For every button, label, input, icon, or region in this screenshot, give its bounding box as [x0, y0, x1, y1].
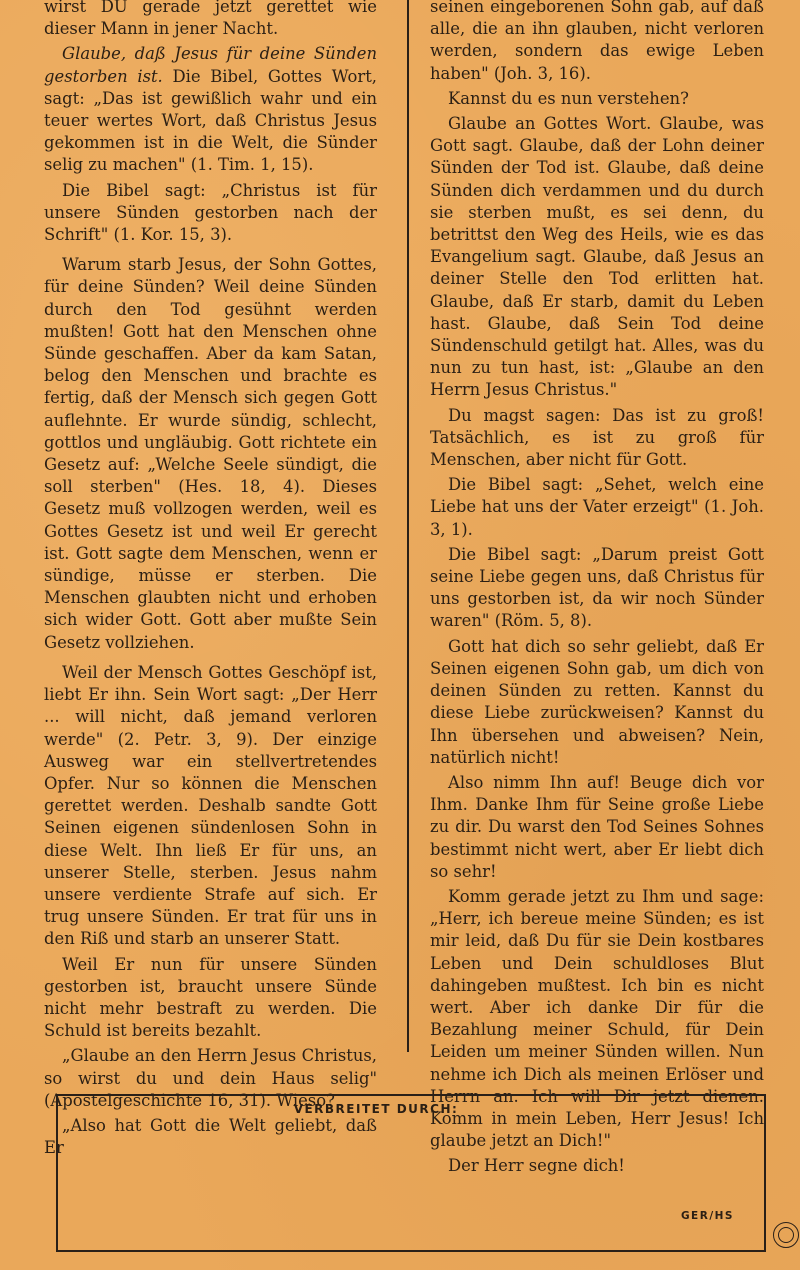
paragraph: wirst DU gerade jetzt gerettet wie dieser Mann in jener Nacht.	[44, 0, 377, 39]
paragraph: Warum starb Jesus, der Sohn Gottes, für deine Sünden? Weil deine Sünden durch den Tod gesühnt werden mußten! Gott hat den Menschen ohne Sünde geschaffen. Aber da kam Satan, belog den Menschen und brachte es fertig, daß der Mensch sich gegen Gott auflehnte. Er wurde sündig, schlecht, gottlos und ungläubig. Gott richtete ein Gesetz auf: „Welche Seele sündigt, die soll sterben" (Hes. 18, 4). Dieses Gesetz muß vollzogen werden, weil es Gottes Gesetz ist und weil Er gerecht ist. Gott sagte dem Menschen, wenn er sündige, müsse er sterben. Die Menschen glaubten nicht und erhoben sich wider Gott. Gott aber mußte Sein Gesetz vollziehen.	[44, 255, 377, 652]
paragraph-text: Die Bibel, Gottes Wort, sagt: „Das ist gewißlich wahr und ein teuer wertes Wort, daß Christus Jesus gekommen ist in die Welt, die Sünder selig zu machen" (1. Tim. 1, 15).	[44, 66, 377, 175]
paragraph: Der Herr segne dich!	[448, 1156, 625, 1176]
paragraph: seinen eingeborenen Sohn gab, auf daß alle, die an ihn glauben, nicht verloren werden, sondern das ewige Leben haben" (Joh. 3, 16).	[430, 0, 764, 83]
stamp-title: VERBREITET DURCH:	[293, 1102, 459, 1116]
column-divider	[407, 0, 409, 1052]
paragraph: „Also hat Gott die Welt geliebt, daß Er	[44, 1115, 377, 1158]
italic-heading: Glaube, daß Jesus für deine Sünden gestorben ist.	[44, 44, 377, 86]
paragraph: Weil der Mensch Gottes Geschöpf ist, liebt Er ihn. Sein Wort sagt: „Der Herr ... will nicht, daß jemand verloren werde" (2. Petr. 3, 9). Der einzige Ausweg war ein stellvertretendes Opfer. Nur so können die Menschen gerettet werden. Deshalb sandte Gott Seinen eigenen sündenlosen Sohn in diese Welt. Ihn ließ Er für uns, an unserer Stelle, sterben. Jesus nahm unsere verdiente Strafe auf sich. Er trug unsere Sünden. Er trat für uns in den Riß und starb an unserer Statt.	[44, 662, 377, 949]
paragraph	[44, 43, 377, 176]
paragraph: „Glaube an den Herrn Jesus Christus, so wirst du und dein Haus selig" (Apostelgeschichte 16, 31). Wieso?	[44, 1046, 377, 1110]
paragraph: Die Bibel sagt: „Sehet, welch eine Liebe hat uns der Vater erzeigt" (1. Joh. 3, 1).	[430, 475, 764, 539]
stamp-code: GER/HS	[680, 1210, 734, 1222]
publisher-seal-icon	[773, 1222, 799, 1248]
paragraph: Komm gerade jetzt zu Ihm und sage: „Herr, ich bereue meine Sünden; es ist mir leid, daß Du für sie Dein kostbares Leben und Dein schuldloses Blut dahingeben mußtest. Ich bin es nicht wert. Aber ich danke Dir für die Bezahlung meiner Schuld, für Dein Leiden um meiner Sünden willen. Nun nehme ich Dich als meinen Erlöser und Herrn an. Ich will Dir jetzt dienen. Komm in mein Leben, Herr Jesus! Ich glaube jetzt an Dich!"	[430, 886, 764, 1151]
paragraph: Glaube an Gottes Wort. Glaube, was Gott sagt. Glaube, daß der Lohn deiner Sünden der Tod ist. Glaube, daß deine Sünden dich verdammen und du durch sie sterben mußt, es sei denn, du betrittst den Weg des Heils, wie es das Evangelium sagt. Glaube, daß Jesus an deiner Stelle den Tod erlitten hat. Glaube, daß Er starb, damit du Leben hast. Glaube, daß Sein Tod deine Sündenschuld getilgt hat. Alles, was du nun zu tun hast, ist: „Glaube an den Herrn Jesus Christus."	[430, 114, 764, 400]
paragraph: Die Bibel sagt: „Darum preist Gott seine Liebe gegen uns, daß Christus für uns gestorben ist, da wir noch Sünder waren" (Röm. 5, 8).	[430, 544, 764, 631]
distribution-stamp-box	[56, 1094, 766, 1252]
right-column	[430, 0, 764, 1181]
paragraph: Die Bibel sagt: „Christus ist für unsere Sünden gestorben nach der Schrift" (1. Kor. 15, 3).	[44, 180, 377, 245]
paragraph: Also nimm Ihn auf! Beuge dich vor Ihm. Danke Ihm für Seine große Liebe zu dir. Du warst den Tod Seines Sohnes bestimmt nicht wert, aber Er liebt dich so sehr!	[430, 772, 764, 881]
paragraph: Du magst sagen: Das ist zu groß! Tatsächlich, es ist zu groß für Menschen, aber nicht für Gott.	[430, 405, 764, 470]
paragraph: Weil Er nun für unsere Sünden gestorben ist, braucht unsere Sünde nicht mehr bestraft zu werden. Die Schuld ist bereits bezahlt.	[44, 954, 377, 1041]
left-column	[44, 0, 377, 1162]
paragraph: Kannst du es nun verstehen?	[448, 88, 689, 108]
paragraph: Gott hat dich so sehr geliebt, daß Er Seinen eigenen Sohn gab, um dich von deinen Sünden zu retten. Kannst du diese Liebe zurückweisen? Kannst du Ihn übersehen und abweisen? Nein, natürlich nicht!	[430, 636, 764, 767]
